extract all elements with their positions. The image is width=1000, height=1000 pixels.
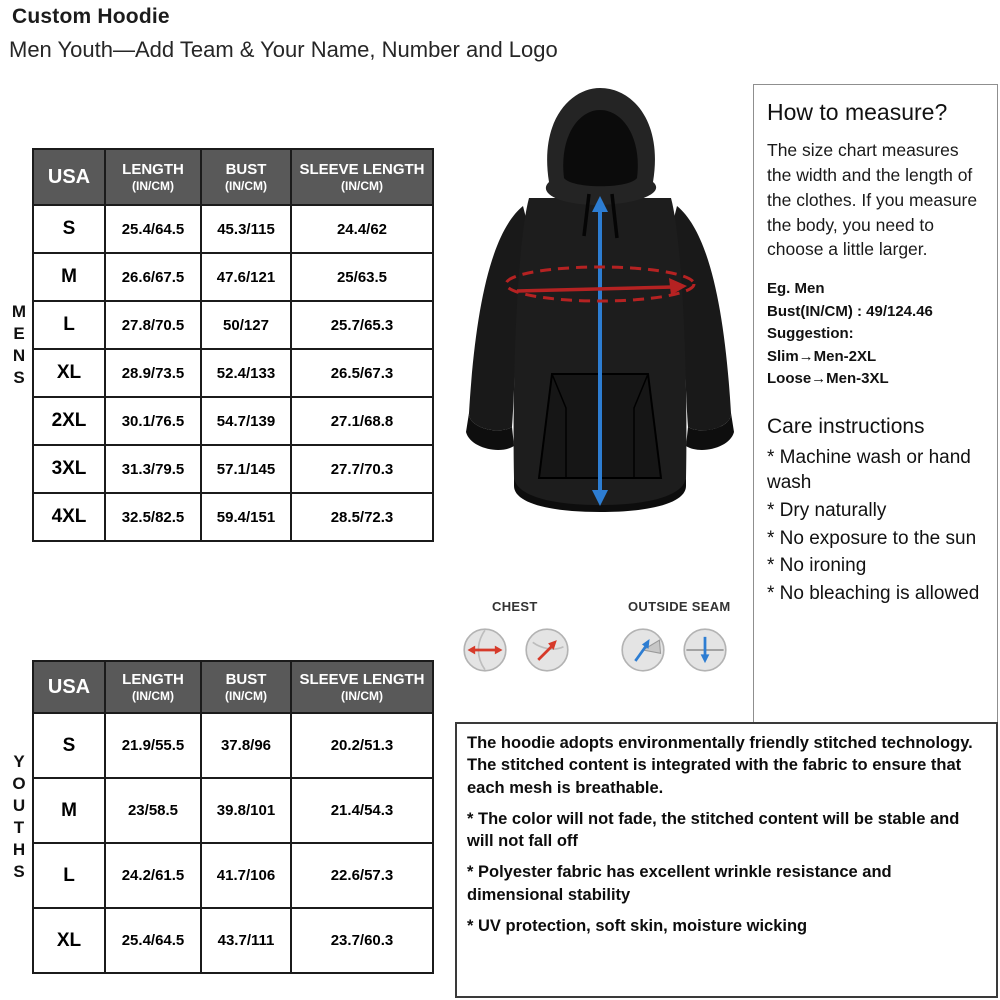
page-title: Custom Hoodie xyxy=(12,5,170,28)
measurement-cell: 50/127 xyxy=(201,301,291,349)
size-label-cell: 3XL xyxy=(33,445,105,493)
table-row xyxy=(33,843,433,908)
list-item: * No bleaching is allowed xyxy=(767,582,980,604)
hoodie-illustration xyxy=(435,78,765,583)
care-instructions-list xyxy=(767,445,987,607)
measurement-cell: 25.4/64.5 xyxy=(105,205,201,253)
column-header-length xyxy=(105,661,201,713)
table-row xyxy=(33,301,433,349)
measurement-cell: 21.4/54.3 xyxy=(291,778,433,843)
column-header-bust xyxy=(201,149,291,205)
size-label-cell: L xyxy=(33,843,105,908)
vertical-letter: E xyxy=(13,323,25,343)
chest-measure-icons xyxy=(462,627,570,673)
size-label-cell: S xyxy=(33,205,105,253)
measurement-cell: 39.8/101 xyxy=(201,778,291,843)
measurement-cell: 26.6/67.5 xyxy=(105,253,201,301)
seam-measure-icons xyxy=(620,627,728,673)
size-label-cell: 4XL xyxy=(33,493,105,541)
page-subtitle: Men Youth—Add Team & Your Name, Number and Logo xyxy=(9,37,558,62)
table-row xyxy=(33,205,433,253)
measurement-cell: 26.5/67.3 xyxy=(291,349,433,397)
table-row xyxy=(33,397,433,445)
vertical-letter: U xyxy=(12,795,26,815)
size-label-cell: 2XL xyxy=(33,397,105,445)
seam-down-measure-icon xyxy=(682,627,728,673)
measurement-cell: 57.1/145 xyxy=(201,445,291,493)
column-unit: (IN/CM) xyxy=(132,689,174,703)
size-label-cell: XL xyxy=(33,908,105,973)
measurement-cell: 45.3/115 xyxy=(201,205,291,253)
column-unit: (IN/CM) xyxy=(341,179,383,193)
column-label: BUST xyxy=(225,671,267,688)
measurement-cell: 28.9/73.5 xyxy=(105,349,201,397)
vertical-letter: S xyxy=(13,862,25,882)
list-item: * UV protection, soft skin, moisture wicking xyxy=(467,916,808,935)
table-row xyxy=(33,778,433,843)
measurement-cell: 30.1/76.5 xyxy=(105,397,201,445)
column-header-sleeve-length xyxy=(291,661,433,713)
measurement-cell: 47.6/121 xyxy=(201,253,291,301)
column-unit: (IN/CM) xyxy=(225,179,267,193)
how-to-measure-body: The size chart measures the width and the length of the clothes. If you measure the body, you need to choose a little larger. xyxy=(767,140,978,260)
measurement-cell: 59.4/151 xyxy=(201,493,291,541)
size-label-cell: S xyxy=(33,713,105,778)
mens-group-label xyxy=(6,148,32,542)
features-list xyxy=(467,808,986,937)
measurement-cell: 25/63.5 xyxy=(291,253,433,301)
column-label: LENGTH xyxy=(122,671,184,688)
measurement-cell: 24.4/62 xyxy=(291,205,433,253)
measurement-cell: 41.7/106 xyxy=(201,843,291,908)
measurement-cell: 52.4/133 xyxy=(201,349,291,397)
size-label-cell: M xyxy=(33,778,105,843)
table-row xyxy=(33,908,433,973)
list-item: * Polyester fabric has excellent wrinkle resistance and dimensional stability xyxy=(467,863,892,904)
column-header-usa xyxy=(33,149,105,205)
measurement-cell: 21.9/55.5 xyxy=(105,713,201,778)
list-item: * Dry naturally xyxy=(767,500,887,521)
size-label-cell: M xyxy=(33,253,105,301)
mens-size-table-section xyxy=(6,148,434,542)
how-to-measure-panel xyxy=(753,84,998,724)
vertical-letter: S xyxy=(13,368,25,388)
vertical-letter: O xyxy=(12,773,26,793)
column-unit: (IN/CM) xyxy=(132,179,174,193)
measurement-cell: 54.7/139 xyxy=(201,397,291,445)
features-intro: The hoodie adopts environmentally friendly stitched technology. The stitched content is integrated with the fabric to ensure that each mesh is breathable. xyxy=(467,734,973,797)
measurement-cell: 31.3/79.5 xyxy=(105,445,201,493)
measurement-cell: 25.7/65.3 xyxy=(291,301,433,349)
seam-fold-measure-icon xyxy=(620,627,666,673)
list-item: Slim→Men-2XL xyxy=(767,347,877,365)
vertical-letter: H xyxy=(12,840,26,860)
vertical-letter: N xyxy=(12,346,26,365)
column-unit: (IN/CM) xyxy=(341,689,383,703)
vertical-letter: M xyxy=(11,301,27,321)
how-to-measure-title: How to measure? xyxy=(767,99,948,125)
care-instructions-title: Care instructions xyxy=(767,414,925,438)
column-label: SLEEVE LENGTH xyxy=(299,161,425,178)
hoodie-product-image xyxy=(435,78,765,583)
measurement-cell: 24.2/61.5 xyxy=(105,843,201,908)
column-label: LENGTH xyxy=(122,161,184,178)
column-label: USA xyxy=(47,675,91,698)
measurement-cell: 32.5/82.5 xyxy=(105,493,201,541)
table-header-row xyxy=(33,661,433,713)
measurement-cell: 37.8/96 xyxy=(201,713,291,778)
list-item: Bust(IN/CM) : 49/124.46 xyxy=(767,302,933,320)
mens-size-table xyxy=(32,148,434,542)
list-item: * No ironing xyxy=(767,555,867,577)
list-item: * Machine wash or hand wash xyxy=(767,446,971,494)
column-header-usa xyxy=(33,661,105,713)
table-row xyxy=(33,349,433,397)
table-row xyxy=(33,713,433,778)
column-header-bust xyxy=(201,661,291,713)
youths-size-table-section xyxy=(6,660,434,974)
outside-seam-label: OUTSIDE SEAM xyxy=(628,599,731,614)
table-row xyxy=(33,493,433,541)
chest-diagonal-measure-icon xyxy=(524,627,570,673)
list-item: Suggestion: xyxy=(767,325,854,343)
measurement-cell: 43.7/111 xyxy=(201,908,291,973)
measurement-cell: 22.6/57.3 xyxy=(291,843,433,908)
measurement-cell: 23.7/60.3 xyxy=(291,908,433,973)
sizing-example xyxy=(767,278,987,391)
youths-size-table xyxy=(32,660,434,974)
measurement-cell: 28.5/72.3 xyxy=(291,493,433,541)
list-item: Loose→Men-3XL xyxy=(767,370,889,388)
size-label-cell: XL xyxy=(33,349,105,397)
column-unit: (IN/CM) xyxy=(225,689,267,703)
measurement-cell: 23/58.5 xyxy=(105,778,201,843)
column-label: USA xyxy=(47,165,91,188)
product-features-box xyxy=(455,722,998,998)
measurement-cell: 27.1/68.8 xyxy=(291,397,433,445)
size-label-cell: L xyxy=(33,301,105,349)
measurement-cell: 27.7/70.3 xyxy=(291,445,433,493)
column-header-length xyxy=(105,149,201,205)
table-row xyxy=(33,253,433,301)
youths-table-body xyxy=(33,713,433,973)
vertical-letter: T xyxy=(13,818,25,837)
table-header-row xyxy=(33,149,433,205)
column-header-sleeve-length xyxy=(291,149,433,205)
chest-label: CHEST xyxy=(492,599,538,614)
measurement-cell: 25.4/64.5 xyxy=(105,908,201,973)
table-row xyxy=(33,445,433,493)
list-item: * No exposure to the sun xyxy=(767,527,977,549)
list-item: * The color will not fade, the stitched content will be stable and will not fall off xyxy=(467,809,960,851)
youths-group-label xyxy=(6,660,32,974)
measurement-cell: 27.8/70.5 xyxy=(105,301,201,349)
column-label: SLEEVE LENGTH xyxy=(299,671,425,688)
vertical-letter: Y xyxy=(13,751,25,771)
chest-width-measure-icon xyxy=(462,627,508,673)
list-item: Eg. Men xyxy=(767,280,825,298)
measurement-cell: 20.2/51.3 xyxy=(291,713,433,778)
mens-table-body xyxy=(33,205,433,541)
column-label: BUST xyxy=(225,161,267,178)
